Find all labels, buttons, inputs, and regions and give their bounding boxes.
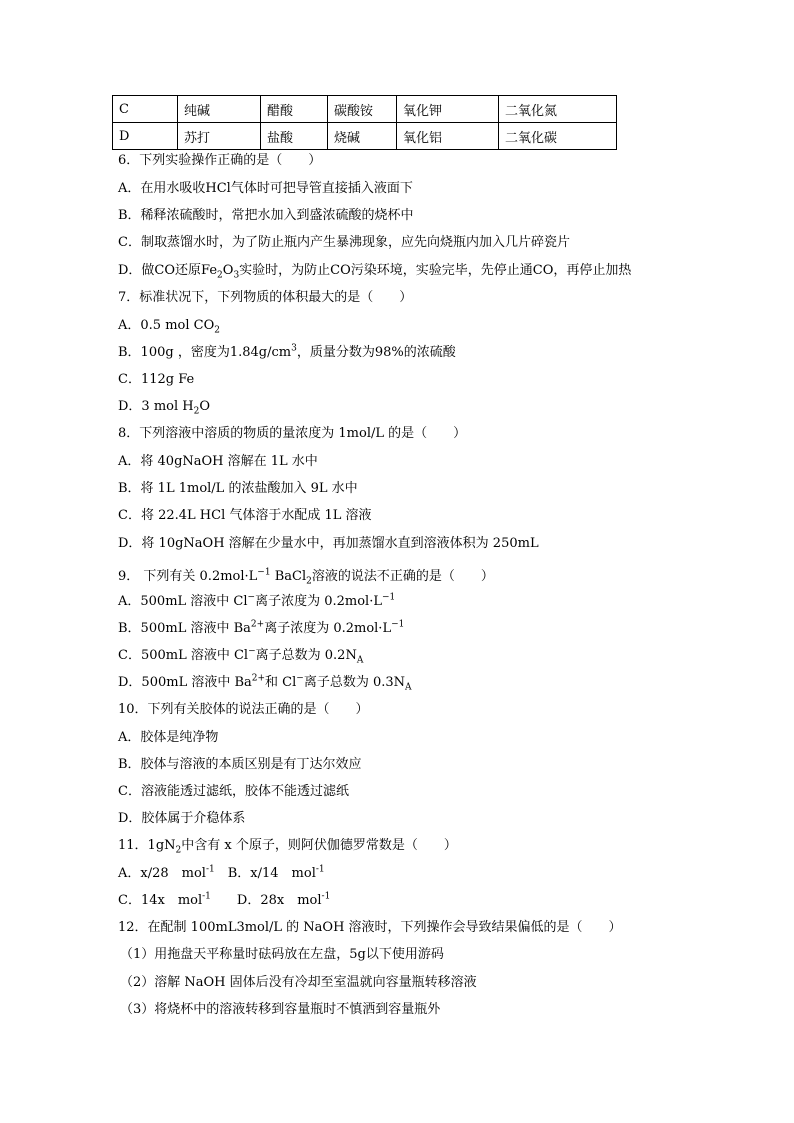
question-11-options-ab: A．x/28 mol$^{-1}$ B．x/14 mol$^{-1}$ xyxy=(118,864,325,881)
question-6-option-d: D．做CO还原$Fe_2O_3$实验时，为防止CO污染环境，实验完毕，先停止通CO，再停止加热 xyxy=(118,263,632,281)
table-cell: 二氧化氮 xyxy=(499,96,617,123)
question-8-option-a: A．将 40gNaOH 溶解在 1L 水中 xyxy=(118,454,318,469)
question-6-stem: 6．下列实验操作正确的是（ ） xyxy=(118,153,322,168)
table-cell: 二氧化碳 xyxy=(499,123,617,150)
question-11-stem: 11．$1gN_2$中含有 x 个原子，则阿伏伽德罗常数是（ ） xyxy=(118,838,457,856)
question-7-option-d: D．3 mol $H_2O$ xyxy=(118,399,211,417)
question-9-option-c: C．500mL 溶液中 Cl−离子总数为 $0.2N_A$ xyxy=(118,646,364,666)
table-cell: 氧化钾 xyxy=(397,96,499,123)
table-cell: 盐酸 xyxy=(261,123,328,150)
question-12-item-1: （1）用拖盘天平称量时砝码放在左盘，5g以下使用游码 xyxy=(120,947,444,962)
table-cell: D xyxy=(113,123,178,150)
question-10-option-a: A．胶体是纯净物 xyxy=(118,730,219,745)
question-7-option-c: C．112g Fe xyxy=(118,372,195,387)
table-cell: 烧碱 xyxy=(328,123,397,150)
classification-table xyxy=(112,95,617,150)
question-7-option-a: A．0.5 mol $CO_2$ xyxy=(118,318,220,336)
question-10-option-d: D．胶体属于介稳体系 xyxy=(118,811,246,826)
question-9-option-a: A．500mL 溶液中 Cl−离子浓度为 $0.2mol\cdot L^{-1}$ xyxy=(118,592,396,609)
question-8-option-d: D．将 10gNaOH 溶解在少量水中，再加蒸馏水直到溶液体积为 250mL xyxy=(118,536,539,551)
table-cell: 碳酸铵 xyxy=(328,96,397,123)
table-cell: 氧化铝 xyxy=(397,123,499,150)
question-12-item-2: （2）溶解 NaOH 固体后没有冷却至室温就向容量瓶转移溶液 xyxy=(120,975,477,990)
table-cell: 纯碱 xyxy=(178,96,261,123)
question-10-stem: 10．下列有关胶体的说法正确的是（ ） xyxy=(118,702,369,717)
question-9-stem: 9． 下列有关 $0.2mol\cdot L^{-1}$ BaCl$_2$溶液的说法不正确的是（ ） xyxy=(118,567,494,587)
table-cell: 醋酸 xyxy=(261,96,328,123)
question-9-option-b: B．500mL 溶液中 $Ba^{2+}$离子浓度为 $0.2mol\cdot L^{-1}$ xyxy=(118,619,405,636)
table-row xyxy=(113,96,617,123)
question-8-stem: 8．下列溶液中溶质的物质的量浓度为 1mol/L 的是（ ） xyxy=(118,426,467,441)
question-10-option-c: C．溶液能透过滤纸，胶体不能透过滤纸 xyxy=(118,784,349,799)
question-9-option-d: D．500mL 溶液中 $Ba^{2+}$和 Cl−离子总数为 $0.3N_A$ xyxy=(118,673,412,693)
question-7-option-b: B．100g ，密度为$1.84g/cm^3$，质量分数为98%的浓硫酸 xyxy=(118,343,456,360)
table-row xyxy=(113,123,617,150)
question-12-item-3: （3）将烧杯中的溶液转移到容量瓶时不慎洒到容量瓶外 xyxy=(120,1002,441,1017)
question-6-option-b: B．稀释浓硫酸时，常把水加入到盛浓硫酸的烧杯中 xyxy=(118,208,414,223)
question-7-stem: 7．标准状况下，下列物质的体积最大的是（ ） xyxy=(118,290,413,305)
question-8-option-b: B．将 1L 1mol/L 的浓盐酸加入 9L 水中 xyxy=(118,481,358,496)
question-8-option-c: C．将 22.4L HCl 气体溶于水配成 1L 溶液 xyxy=(118,508,372,523)
table-cell: C xyxy=(113,96,178,123)
question-10-option-b: B．胶体与溶液的本质区别是有丁达尔效应 xyxy=(118,757,362,772)
question-12-stem: 12．在配制 100mL3mol/L 的 NaOH 溶液时，下列操作会导致结果偏低的是（ ） xyxy=(118,920,622,935)
question-6-option-a: A．在用水吸收HCl气体时可把导管直接插入液面下 xyxy=(118,181,413,196)
question-11-options-cd: C．14x mol$^{-1}$ D．28x mol$^{-1}$ xyxy=(118,891,331,908)
question-6-option-c: C．制取蒸馏水时，为了防止瓶内产生暴沸现象，应先向烧瓶内加入几片碎瓷片 xyxy=(118,235,570,250)
table-cell: 苏打 xyxy=(178,123,261,150)
